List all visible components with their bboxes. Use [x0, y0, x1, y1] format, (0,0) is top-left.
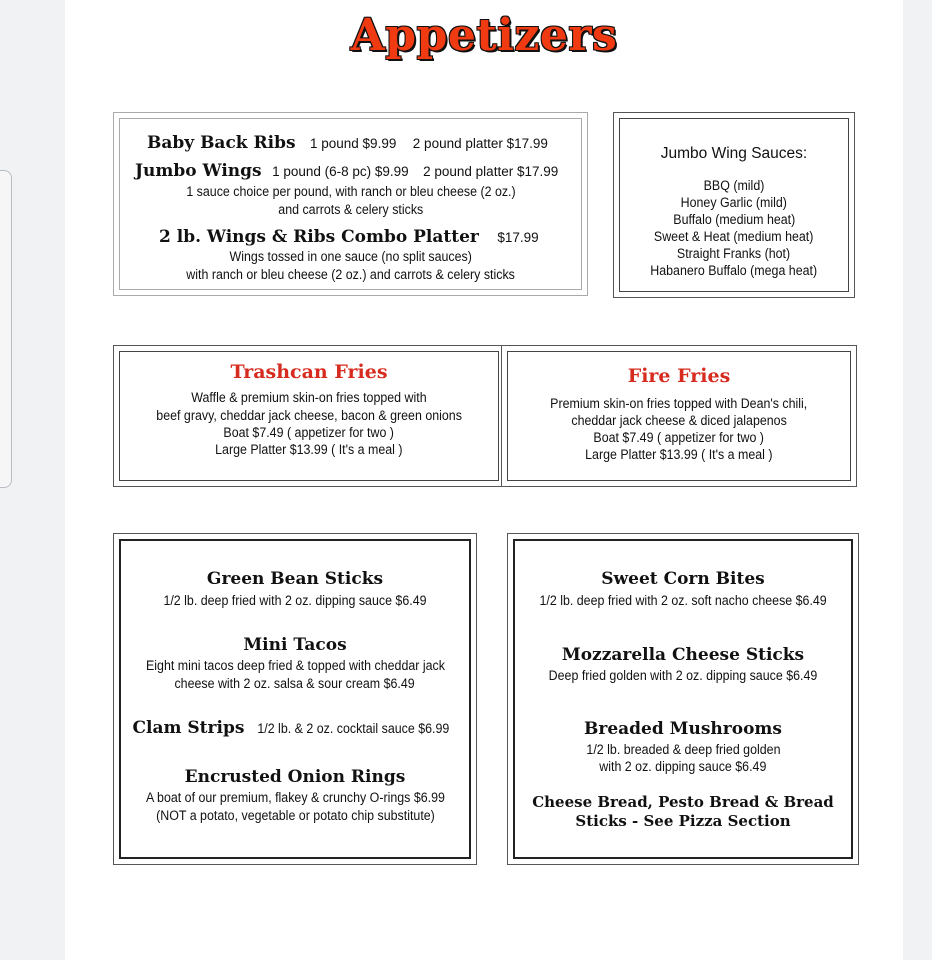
- item-price: 2 pound platter $17.99: [412, 136, 548, 151]
- sides-left-box: [113, 533, 477, 865]
- item-description: 1/2 lb. deep fried with 2 oz. dipping sauce $6.49: [163, 593, 427, 608]
- item-description: cheddar jack cheese & diced jalapenos: [571, 413, 787, 428]
- item-price: 2 pound platter $17.99: [423, 164, 559, 179]
- item-name: Mini Tacos: [243, 635, 347, 655]
- menu-page: [65, 0, 903, 960]
- item-name: Mozzarella Cheese Sticks: [561, 645, 805, 665]
- pizza-section-note: Cheese Bread, Pesto Bread & Bread: [532, 793, 834, 811]
- item-price: Boat $7.49 ( appetizer for two ): [593, 430, 765, 445]
- combo-platter-row: [159, 227, 587, 247]
- item-name: Fire Fries: [627, 365, 731, 387]
- item-name: Green Bean Sticks: [206, 569, 384, 589]
- side-panel-handle[interactable]: [0, 170, 12, 488]
- trashcan-fries-box: [113, 345, 505, 487]
- item-name: Breaded Mushrooms: [584, 719, 782, 739]
- item-description: 1/2 lb. deep fried with 2 oz. soft nacho cheese $6.49: [539, 593, 827, 608]
- item-description: 1 sauce choice per pound, with ranch or bleu cheese (2 oz.): [185, 184, 516, 199]
- page-title: Appetizers: [350, 10, 618, 61]
- item-description: Eight mini tacos deep fried & topped with cheddar jack: [145, 658, 445, 673]
- item-price: Boat $7.49 ( appetizer for two ): [223, 425, 395, 440]
- item-description: Wings tossed in one sauce (no split sauces): [229, 249, 472, 264]
- sauce-item: Sweet & Heat (medium heat): [654, 229, 814, 244]
- item-name: Jumbo Wings: [135, 161, 262, 181]
- item-description: cheese with 2 oz. salsa & sour cream $6.49: [174, 676, 416, 691]
- sauce-item: Buffalo (medium heat): [673, 212, 795, 227]
- sauce-item: Honey Garlic (mild): [680, 195, 788, 210]
- item-description: 1/2 lb. & 2 oz. cocktail sauce $6.99: [257, 721, 450, 736]
- jumbo-wings-row: [135, 161, 587, 181]
- sauce-item: Habanero Buffalo (mega heat): [650, 263, 818, 278]
- item-name: Sweet Corn Bites: [601, 569, 765, 589]
- item-description: 1/2 lb. breaded & deep fried golden: [585, 742, 781, 757]
- item-price: $17.99: [497, 230, 539, 245]
- item-name: Baby Back Ribs: [147, 133, 296, 153]
- item-description: Waffle & premium skin-on fries topped with: [191, 390, 427, 405]
- wing-sauces-box: [613, 112, 855, 298]
- item-name: 2 lb. Wings & Ribs Combo Platter: [159, 227, 479, 247]
- item-description: beef gravy, cheddar jack cheese, bacon & green onions: [156, 408, 462, 423]
- item-name: Encrusted Onion Rings: [184, 767, 406, 787]
- fire-fries-box: [501, 345, 857, 487]
- item-description: with 2 oz. dipping sauce $6.49: [599, 759, 767, 774]
- sauce-item: BBQ (mild): [703, 178, 765, 193]
- item-price: 1 pound (6-8 pc) $9.99: [272, 164, 409, 179]
- ribs-wings-box: [113, 112, 588, 296]
- baby-back-ribs-row: [147, 133, 587, 153]
- sauces-heading: Jumbo Wing Sauces:: [660, 145, 808, 162]
- item-price: Large Platter $13.99 ( It's a meal ): [215, 442, 403, 457]
- item-price: 1 pound $9.99: [310, 136, 397, 151]
- item-name: Trashcan Fries: [230, 361, 388, 383]
- item-description: A boat of our premium, flakey & crunchy O-rings $6.99: [145, 790, 445, 805]
- item-description: Deep fried golden with 2 oz. dipping sauce $6.49: [548, 668, 818, 683]
- item-price: Large Platter $13.99 ( It's a meal ): [585, 447, 773, 462]
- item-description: (NOT a potato, vegetable or potato chip substitute): [155, 808, 435, 823]
- item-description: Premium skin-on fries topped with Dean's chili,: [550, 396, 808, 411]
- sides-right-box: [507, 533, 859, 865]
- item-name: Clam Strips: [132, 718, 245, 738]
- item-description: with ranch or bleu cheese (2 oz.) and carrots & celery sticks: [186, 267, 515, 282]
- sauce-item: Straight Franks (hot): [677, 246, 791, 261]
- item-description: and carrots & celery sticks: [278, 202, 423, 217]
- pizza-section-note: Sticks - See Pizza Section: [575, 812, 791, 830]
